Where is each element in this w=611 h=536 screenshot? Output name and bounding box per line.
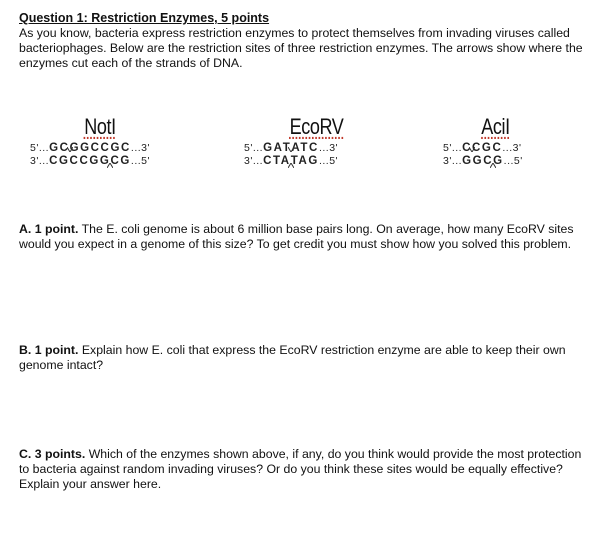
bottom-strand: 3'...CGCCGG CG...5' [30, 155, 151, 167]
part-text: Which of the enzymes shown above, if any, do you think would provide the most protection to bacteria against random invading viruses? Or do you think these sites would be equally effective? Explain your answer here. [19, 447, 582, 491]
enzyme-noti [30, 112, 220, 168]
top-strand: 5'...C CGC...3' [443, 142, 522, 154]
question-part-a [19, 222, 591, 252]
part-label: A. 1 point. [19, 222, 79, 236]
enzyme-ecorv [244, 112, 414, 168]
bottom-strand: 3'...CTA TAG...5' [244, 155, 339, 167]
question-part-c [19, 447, 591, 492]
enzyme-name: EcoRV [289, 114, 344, 139]
enzyme-name: AciI [481, 114, 510, 139]
bottom-strand: 3'...GGC G...5' [443, 155, 523, 167]
part-label: C. 3 points. [19, 447, 86, 461]
question-part-b [19, 343, 591, 373]
top-strand: 5'...GAT ATC...3' [244, 142, 339, 154]
enzyme-name: NotI [84, 114, 116, 139]
question-intro: As you know, bacteria express restriction enzymes to protect themselves from invading viruses called bacteriophages. Below are the restriction sites of three restriction enzymes. The arrows show where the enzymes cut each of the strands of DNA. [19, 26, 583, 70]
part-text: Explain how E. coli that express the EcoRV restriction enzyme are able to keep their own genome intact? [19, 343, 566, 372]
question-title: Question 1: Restriction Enzymes, 5 points [19, 11, 270, 25]
top-strand: 5'...GC GGCCGC...3' [30, 142, 151, 154]
part-label: B. 1 point. [19, 343, 79, 357]
part-text: The E. coli genome is about 6 million base pairs long. On average, how many EcoRV sites would you expect in a genome of this size? To get credit you must show how you solved this problem. [19, 222, 574, 251]
enzyme-acii [443, 112, 593, 168]
